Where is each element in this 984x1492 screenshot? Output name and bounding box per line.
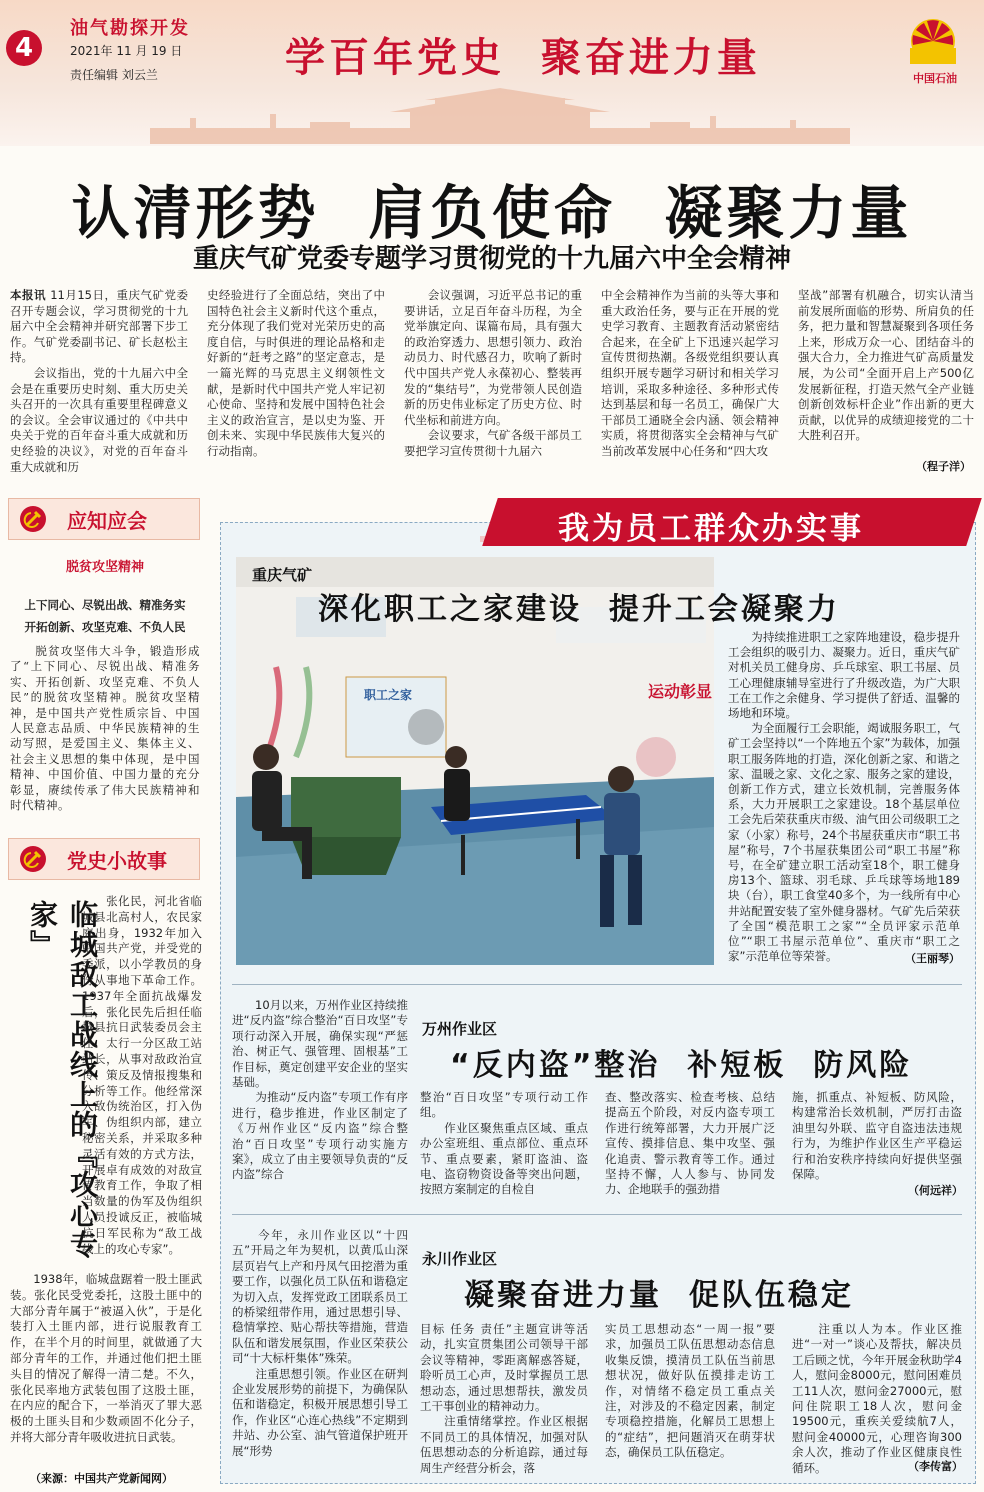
lead-column-5: 坚战”部署有机融合，切实认清当前发展所面临的形势、所肩负的任务，把力量和智慧凝聚到各项任务上来，形成万众一心、团结奋斗的强大合力，全力推进气矿高质量发展，为公司“全面开启上产500亿发展新征程，打造天然气全产业链创新创效标杆企业”作出新的更大贡献，以优异的成绩迎接党的二十大胜利召开。 [798, 288, 974, 443]
hammer-sickle-icon [19, 845, 47, 873]
lead-column-2: 史经验进行了全面总结，突出了中国特色社会主义新时代这个重点，充分体现了我们党对光荣历史的高度自信，与时俱进的理论品格和走好新的“赶考之路”的坚定意志，是一篇光辉的马克思主义纲领性文献，是新时代中国共产党人牢记初心使命、坚持和发展中国特色社会主义的政治宣言，是以史为鉴、开创未来、实现中华民族伟大复兴的行动指南。 [207, 288, 385, 458]
story-column: 张化民，河北省临城县北高村人，农民家庭出身，1932年加入中国共产党，并受党的委派，以小学教员的身份从事地下革命工作。1937年全面抗战爆发后，张化民先后担任临城县抗日武装委员会主任、太行一分区敌工站站长，从事对敌政治宣传、策反及情报搜集和分析等工作。他经常深入敌伪统治区，打入伪军、伪组织内部，建立秘密关系，并采取多种灵活有效的方式方法，开展卓有成效的对敌宣传教育工作，争取了相当数量的伪军及伪组织人员投诚反正，被临城抗日军民称为“敌工战线上的攻心专家”。 [82, 894, 202, 1256]
wall-slogan-text: 运动彰显 [648, 682, 713, 701]
sidebar-slogan-line-1: 上下同心、尽锐出战、精准务实 [24, 598, 186, 612]
sidebar-banner-knowledge [8, 498, 200, 540]
sidebar-topic: 脱贫攻坚精神 [65, 560, 144, 575]
feature-divider-1 [232, 984, 962, 985]
article3-column-1: 目标 任务 责任”主题宣讲等活动，扎实宣贯集团公司领导干部会议等精神，零距离解惑答疑，聆听员工心声，及时掌握员工思想动态，通过思想帮扶，激发员工干事创业的精神动力。 注重情绪掌控。作业区根据不同员工的具体情况，加强对队伍思想动态的分析追踪，通过每周生产经营分析会，落 [420, 1322, 588, 1475]
article2-byline: （何远祥） [908, 1184, 963, 1197]
lead-col1-text: 11月15日，重庆气矿党委召开专题会议，学习贯彻党的十九届六中全会精神并研究部署下步工作。气矿党委副书记、矿长赵松主持。 会议指出，党的十九届六中全会是在重要历史时刻、重大历史关头召开的一次具有重要里程碑意义的会议。全会审议通过的《中共中央关于党的百年奋斗重大成就和历史经验的决议》，对党的百年奋斗重大成就和历 [10, 288, 189, 474]
sidebar-body: 脱贫攻坚伟大斗争，锻造形成了“上下同心、尽锐出战、精准务实、开拓创新、攻坚克难、不负人民”的脱贫攻坚精神。脱贫攻坚精神，是中国共产党性质宗旨、中国人民意志品质、中华民族精神的生动写照，是爱国主义、集体主义、社会主义思想的集中体现，是中国精神、中国价值、中国力量的充分彰显，赓续传承了伟大民族精神和时代精神。 [10, 644, 200, 813]
sidebar-banner-label: 党史小故事 [67, 849, 167, 873]
story-continued: 1938年，临城盘踞着一股土匪武装。张化民受党委托，这股土匪中的大部分青年属于“被逼入伙”，于是化装打入土匪内部，进行说服教育工作，在半个月的时间里，就做通了大部分青年的工作，并通过他们把土匪头目的情况了解得一清二楚。不久，张化民率地方武装包围了这股土匪，在内应的配合下，一举消灭了罪大恶极的土匪头目和少数顽固不化分子，并将大部分青年吸收进抗日武装。 [10, 1272, 202, 1444]
article1-title: 深化职工之家建设 提升工会凝聚力 [318, 592, 840, 627]
story-title: 临城敌工战线上的『攻心专家』 [26, 900, 99, 1260]
article3-byline: （李传富） [908, 1460, 963, 1473]
article2-title: “反内盗”整治 补短板 防风险 [450, 1048, 913, 1083]
editor-credit: 责任编辑 刘云兰 [70, 68, 158, 82]
lead-column-1 [10, 288, 188, 478]
page-slogan: 学百年党史 聚奋进力量 [285, 34, 761, 81]
feature-divider-2 [232, 1214, 962, 1215]
article1-label: 重庆气矿 [252, 566, 313, 584]
article3-column-3: 注重以人为本。作业区推进“一对一”谈心及帮扶，解决员工后顾之忧，今年开展金秋助学4人，慰问金8000元，慰问困难员工11人次，慰问金27000元，慰问住院职工18人次，慰问金19500元，重疾关爱续航7人，慰问金40000元，心理咨询300余人次，推动了作业区健康良性循环。 [792, 1322, 962, 1475]
lead-column-3: 会议强调，习近平总书记的重要讲话，立足百年奋斗历程，为全党举旗定向、谋篇布局，具有强大的政治穿透力、思想引领力、政治动员力、时代感召力，吹响了新时代中国共产党人永葆初心、整装再发的“集结号”，为党带领人民创造新的历史伟业标定了历史方位、时代坐标和前进方向。 会议要求，气矿各级干部员工要把学习宣传贯彻十九届六 [404, 288, 582, 458]
lead-subheadline: 重庆气矿党委专题学习贯彻党的十九届六中全会精神 [192, 244, 791, 274]
article2-label: 万州作业区 [422, 1020, 498, 1038]
sidebar-banner-label: 应知应会 [67, 509, 147, 533]
lead-byline: （程子洋） [916, 460, 971, 473]
article2-left-column: 10月以来，万州作业区持续推进“反内盗”综合整治“百日攻坚”专项行动深入开展，确保实现“严惩治、树正气、强管理、固根基”工作目标，奠定创建平安企业的坚实基础。 为推动“反内盗”专项工作有序进行，稳步推进，作业区制定了《万州作业区“反内盗”综合整治“百日攻坚”专项行动实施方案》，成立了由主要领导负责的“反内盗”综合 [232, 998, 408, 1182]
article3-label: 永川作业区 [422, 1250, 498, 1268]
page-number: 4 [6, 30, 42, 66]
article2-column-1: 整治“百日攻坚”专项行动工作组。 作业区聚焦重点区域、重点办公室班组、重点部位、重点环节、重点要素，紧盯盗油、盗电、盗窃物资设备等突出问题，按照方案制定的自检自 [420, 1090, 588, 1197]
sidebar-banner-story [8, 838, 200, 880]
paper-name: 油气勘探开发 [70, 18, 190, 39]
article3-title: 凝聚奋进力量 促队伍稳定 [464, 1278, 854, 1313]
issue-date: 2021年 11 月 19 日 [70, 44, 183, 58]
lead-column-4: 中全会精神作为当前的头等大事和重大政治任务，要与正在开展的党史学习教育、主题教育活动紧密结合起来，在全矿上下迅速兴起学习宣传贯彻热潮。各级党组织要认真组织开展专题学习研讨和相关学习培训，采取多种途径、多种形式传达到基层和每一名员工，确保广大干部员工通晓全会内涵、领会精神实质，将贯彻落实全会精神与气矿当前改革发展中心任务和“四大攻 [601, 288, 779, 458]
brand-name: 中国石油 [913, 72, 957, 85]
article3-left-column: 今年，永川作业区以“十四五”开局之年为契机，以黄瓜山深层页岩气上产和丹凤气田挖潜为重要工作，以强化员工队伍和谐稳定为切入点，发挥党政工团联系员工的桥梁纽带作用，通过思想引导、稳情掌控、贴心帮扶等措施，营造队伍和谐发展氛围，作业区荣获公司“十大标杆集体”殊荣。 注重思想引领。作业区在研判企业发展形势的前提下，为确保队伍和谐稳定，积极开展思想引导工作，作业区“心连心热线”不定期到井站、办公室、油气管道保护班开展“形势 [232, 1228, 408, 1458]
article1-body: 为持续推进职工之家阵地建设，稳步提升工会组织的吸引力、凝聚力。近日，重庆气矿对机关员工健身房、乒乓球室、职工书屋、员工心理健康辅导室进行了升级改造，为广大职工在工作之余健身、学习提供了舒适、温馨的场地和环境。 为全面履行工会职能，竭诚服务职工，气矿工会坚持以“一个阵地五个家”为载体，加强职工服务阵地的打造，深化创新之家、和谐之家、温暖之家、文化之家、服务之家的建设，创新工作方式，建立长效机制，完善服务体系，大力开展职工之家建设。18个基层单位工会先后荣获重庆市级、油气田公司级职工之家（小家）称号，24个书屋获重庆市“职工书屋”称号，7个书屋获集团公司“职工书屋”称号，在全矿建立职工活动室18个，职工健身房13个、篮球、羽毛球、乒乓球等场地189块（台），职工食堂40多个，为一线所有中心井站配置安装了室外健身器材。气矿先后荣获了全国“模范职工之家”“全员评家示范单位”“职工书屋示范单位”、重庆市“职工之家”示范单位等荣誉。 [728, 630, 960, 964]
article2-column-3: 施，抓重点、补短板、防风险，构建常治长效机制，严厉打击盗油里勾外联、监守自盗违法违规行为，为维护作业区生产平稳运行和治安秩序持续向好提供坚强保障。 [792, 1090, 962, 1182]
tiananmen-skyline-image [150, 88, 850, 144]
lead-dateline: 本报讯 [10, 288, 47, 302]
article2-column-2: 查、整改落实、检查考核、总结提高五个阶段，对反内盗专项工作进行统筹部署，大力开展广泛宣传、摸排信息、集中攻坚、强化追责、警示教育等工作。通过坚持不懈，人人参与、协同发力、企地联手的强劲措 [605, 1090, 775, 1197]
article1-byline: （王丽琴） [905, 952, 960, 965]
cnpc-logo-icon [910, 18, 956, 64]
hammer-sickle-icon [19, 505, 47, 533]
lead-headline: 认清形势 肩负使命 凝聚力量 [71, 179, 913, 247]
article3-column-2: 实员工思想动态“一周一报”要求，加强员工队伍思想动态信息收集反馈，摸清员工队伍当前思想状况，做好队伍摸排走访工作，对情绪不稳定员工重点关注，对涉及的不稳定因素，制定专项稳控措施，化解员工思想上的“症结”，把问题消灭在萌芽状态，确保员工队伍稳定。 [605, 1322, 775, 1460]
sidebar-slogan-line-2: 开拓创新、攻坚克难、不负人民 [24, 620, 186, 634]
story-source: （来源：中国共产党新闻网） [30, 1472, 173, 1485]
sidebar-slogan [10, 594, 200, 638]
masthead [0, 0, 984, 146]
feature-banner-label: 我为员工群众办实事 [558, 511, 864, 547]
wall-sign-text: 职工之家 [364, 688, 413, 702]
